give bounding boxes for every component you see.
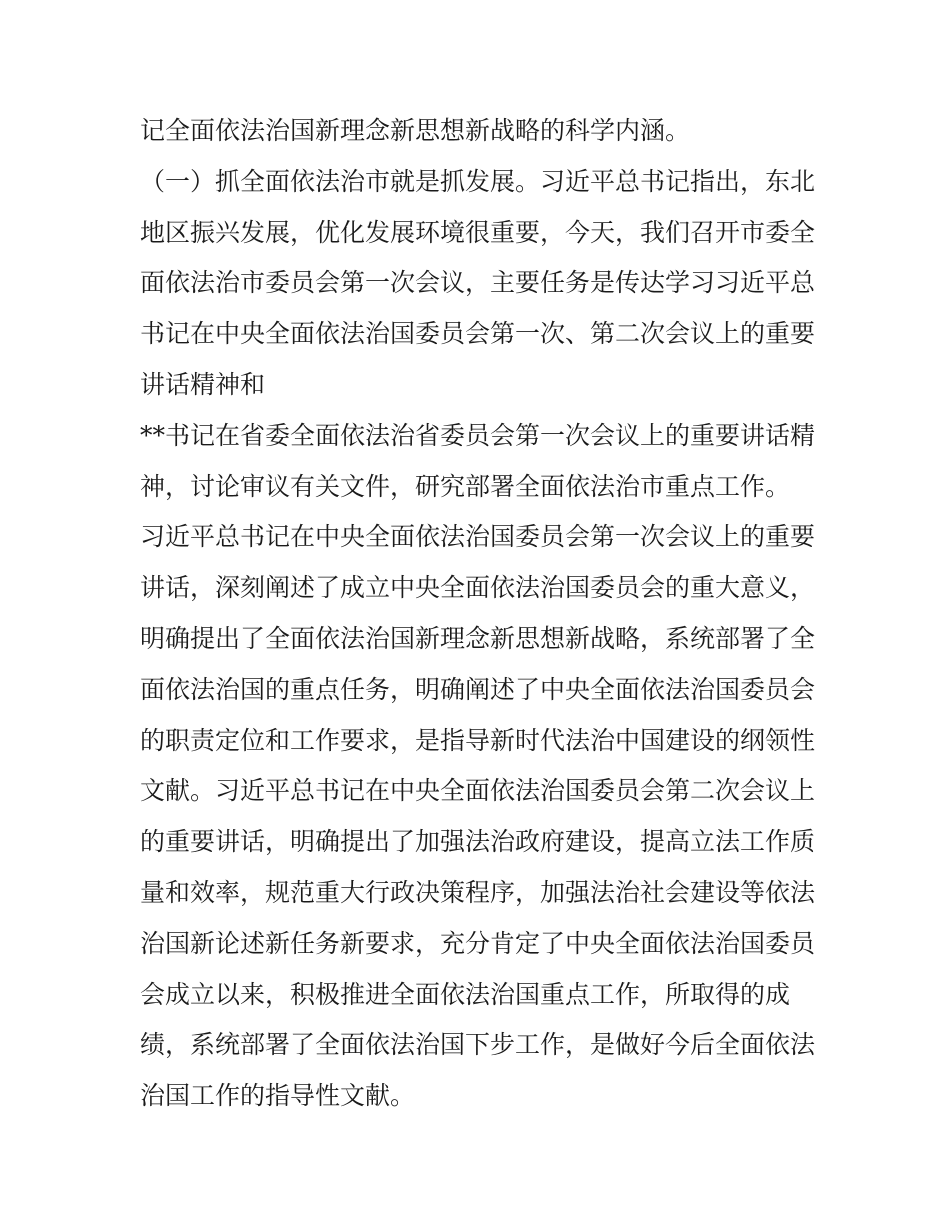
text-line: 治国新论述新任务新要求，充分肯定了中央全面依法治国委员: [140, 928, 816, 958]
text-line: 面依法治国的重点任务，明确阐述了中央全面依法治国委员会: [140, 674, 816, 704]
text-line: 面依法治市委员会第一次会议，主要任务是传达学习习近平总: [140, 268, 816, 298]
text-line: 记全面依法治国新理念新思想新战略的科学内涵。: [140, 116, 691, 145]
text-line: 的职责定位和工作要求，是指导新时代法治中国建设的纲领性: [140, 725, 816, 755]
text-line: 明确提出了全面依法治国新理念新思想新战略，系统部署了全: [140, 623, 816, 653]
text-line: 治国工作的指导性文献。: [140, 1081, 416, 1111]
text-line: **书记在省委全面依法治省委员会第一次会议上的重要讲话精: [140, 420, 816, 450]
text-line: 习近平总书记在中央全面依法治国委员会第一次会议上的重要: [140, 522, 816, 552]
text-line: 地区振兴发展，优化发展环境很重要，今天，我们召开市委全: [140, 217, 816, 247]
text-line: （一）抓全面依法治市就是抓发展。习近平总书记指出，东北: [140, 166, 816, 196]
body-text: [140, 106, 820, 1122]
text-line: 绩，系统部署了全面依法治国下步工作，是做好今后全面依法: [140, 1030, 816, 1060]
text-line: 讲话精神和: [140, 369, 266, 399]
text-line: 会成立以来，积极推进全面依法治国重点工作，所取得的成: [140, 979, 791, 1009]
text-line: 讲话，深刻阐述了成立中央全面依法治国委员会的重大意义，: [140, 573, 816, 603]
text-line: 书记在中央全面依法治国委员会第一次、第二次会议上的重要: [140, 319, 816, 349]
text-line: 的重要讲话，明确提出了加强法治政府建设，提高立法工作质: [140, 827, 816, 857]
text-line: 文献。习近平总书记在中央全面依法治国委员会第二次会议上: [140, 776, 816, 806]
text-line: 神，讨论审议有关文件，研究部署全面依法治市重点工作。: [140, 471, 791, 501]
text-line: 量和效率，规范重大行政决策程序，加强法治社会建设等依法: [140, 877, 816, 907]
